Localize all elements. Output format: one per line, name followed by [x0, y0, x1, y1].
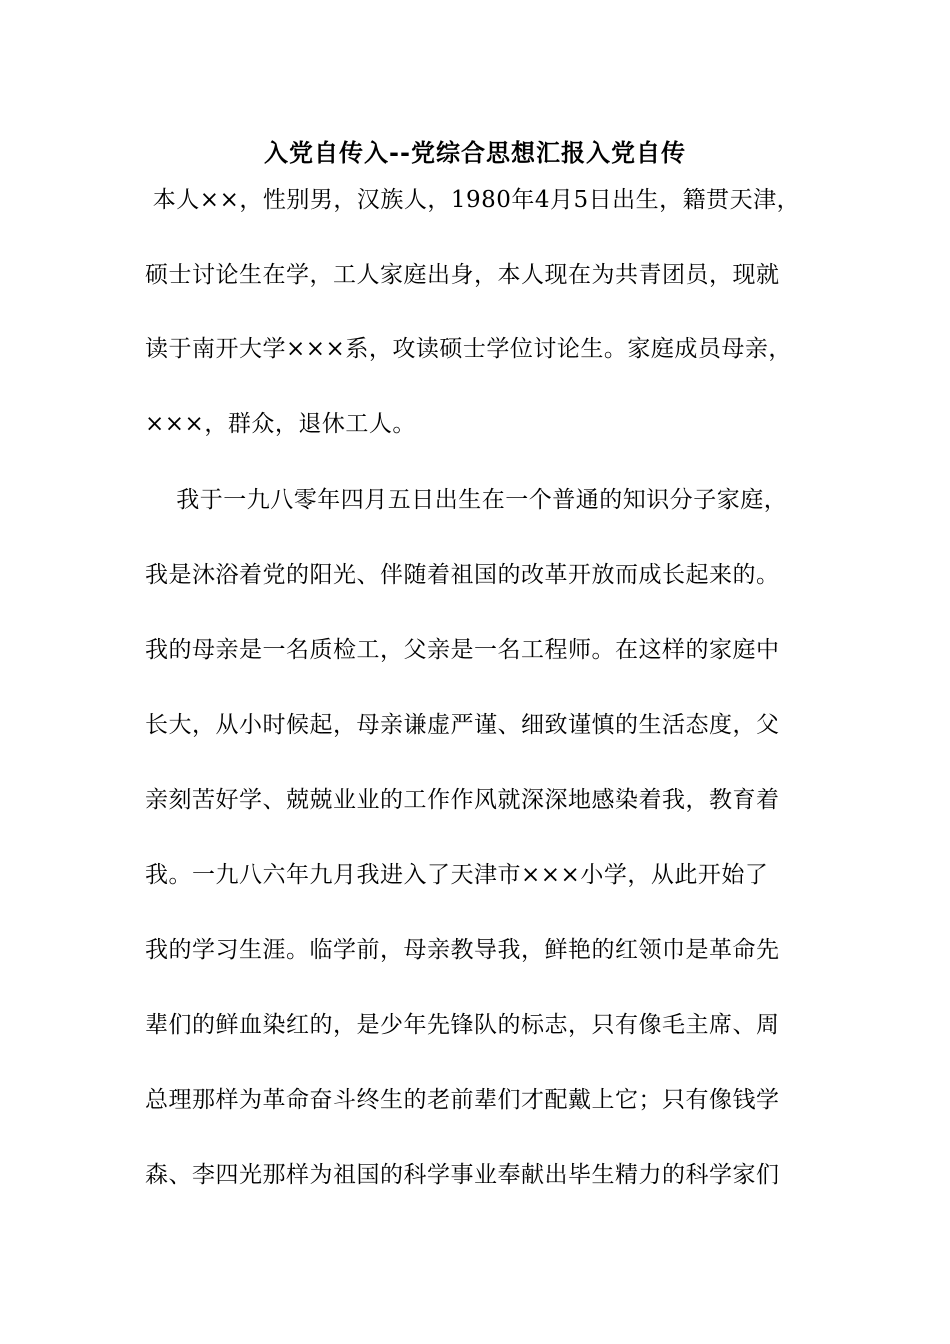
body-line: 亲刻苦好学、兢兢业业的工作作风就深深地感染着我，教育着	[145, 787, 780, 813]
body-line: 本人××，性别男，汉族人，1980年4月5日出生，籍贯天津，	[145, 187, 801, 213]
body-line: 长大，从小时候起，母亲谦虚严谨、细致谨慎的生活态度，父	[145, 712, 780, 738]
body-line: 我于一九八零年四月五日出生在一个普通的知识分子家庭，	[145, 487, 788, 513]
body-line: 我。一九八六年九月我进入了天津市×××小学，从此开始了	[145, 862, 769, 888]
body-line: 我是沐浴着党的阳光、伴随着祖国的改革开放而成长起来的。	[145, 562, 780, 588]
body-line: 我的母亲是一名质检工，父亲是一名工程师。在这样的家庭中	[145, 637, 780, 663]
document-title: 入党自传入--党综合思想汇报入党自传	[264, 139, 686, 167]
body-line: 森、李四光那样为祖国的科学事业奉献出毕生精力的科学家们	[145, 1162, 780, 1188]
body-line: 辈们的鲜血染红的，是少年先锋队的标志，只有像毛主席、周	[145, 1012, 780, 1038]
body-line: 硕士讨论生在学，工人家庭出身，本人现在为共青团员，现就	[145, 262, 780, 288]
body-line: 我的学习生涯。临学前，母亲教导我，鲜艳的红领巾是革命先	[145, 937, 780, 963]
body-line: ×××，群众，退休工人。	[145, 411, 416, 437]
body-line: 总理那样为革命奋斗终生的老前辈们才配戴上它；只有像钱学	[145, 1087, 780, 1113]
body-line: 读于南开大学×××系，攻读硕士学位讨论生。家庭成员母亲，	[145, 336, 792, 362]
